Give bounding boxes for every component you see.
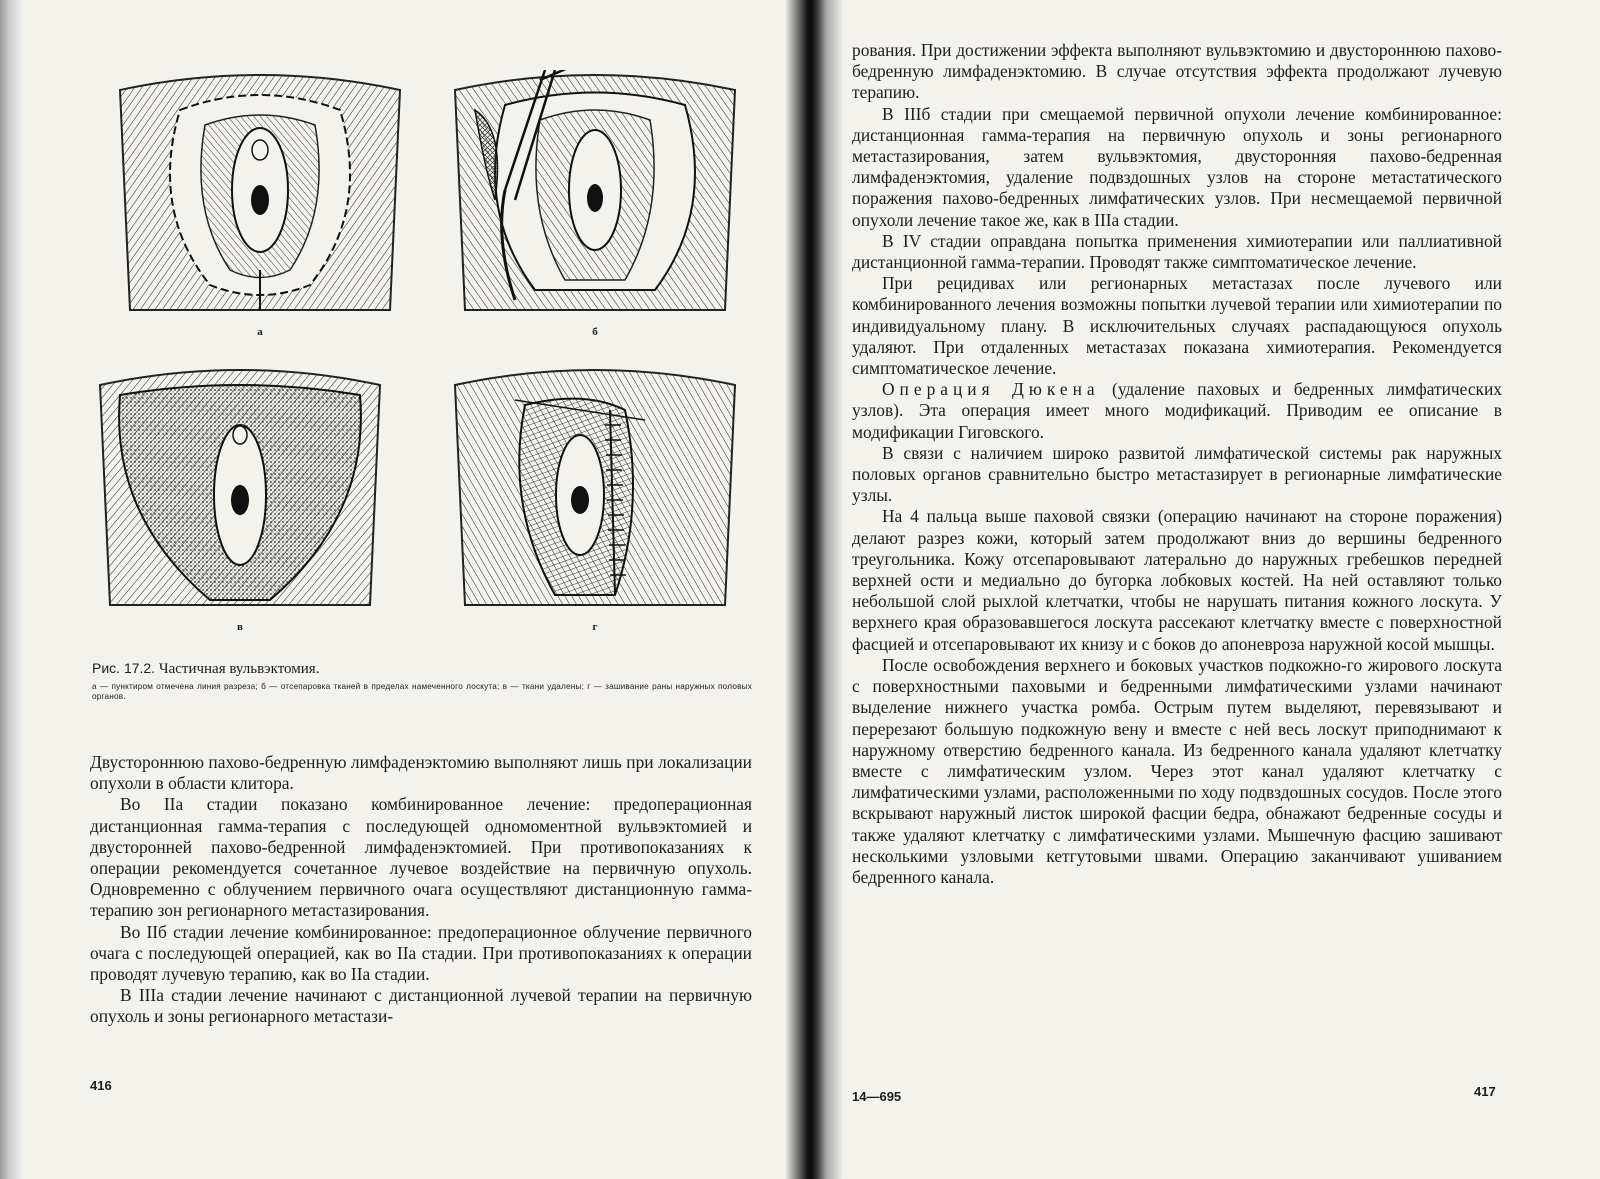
page-edge [0, 0, 22, 1179]
left-page [22, 0, 786, 1179]
page-number: 416 [90, 1078, 112, 1093]
left-body-text [90, 752, 752, 1028]
figure-caption-label: Рис. 17.2. [92, 660, 156, 676]
figure-panel-b [445, 70, 745, 340]
panel-letter: а [257, 326, 263, 338]
paragraph: В связи с наличием широко развитой лимфатической системы рак наружных половых органов сравнительно быстро метастазирует в регионарные лимфатические узлы. [852, 442, 1502, 506]
surgical-illustration-incision-outline-icon [110, 70, 410, 320]
panel-letter: в [237, 621, 243, 633]
surgical-illustration-tissue-removed-icon [90, 365, 390, 615]
book-gutter [786, 0, 842, 1179]
surgical-illustration-tissue-dissection-icon [445, 70, 745, 320]
paragraph: После освобождения верхнего и боковых участков подкожно-го жирового лоскута с поверхностными паховыми и бедренными лимфатическими узлами начинают выделение нижнего участка ромба. Острым путем выделяют, перевязывают и перерезают большую подкожную вену и вместе с ней весь лоскут приподнимают к наружному отверстию бедренного канала. Из бедренного канала удаляют клетчатку вместе с лимфатическим узлом. Через этот канал удаляют клетчатку с лимфатическими узлами, расположенными по ходу подвздошных сосудов. После этого вскрывают наружный листок широкой фасции бедра, обнажают бедренные сосуды и также удаляют клетчатку с лимфатическими узлами. Мышечную фасцию зашивают несколькими узловыми кетгутовыми швами. Операцию заканчивают ушиванием бедренного канала. [852, 654, 1502, 887]
right-body-text [852, 40, 1502, 888]
paragraph: В IIIа стадии лечение начинают с дистанционной лучевой терапии на первичную опухоль и зоны регионарного метастази- [90, 985, 752, 1027]
right-page [842, 0, 1600, 1179]
figure-caption-text: Частичная вульвэктомия. [158, 661, 320, 677]
figure-17-2 [90, 70, 750, 655]
surgical-illustration-wound-suturing-icon [445, 365, 745, 615]
paragraph: При рецидивах или регионарных метастазах после лучевого или комбинированного лечения возможны попытки лучевой терапии или химиотерапии по индивидуальному плану. В исключительных случаях распадающуюся опухоль удаляют. При отдаленных метастазах показана химиотерапия. Рекомендуется симптоматическое лечение. [852, 273, 1502, 379]
paragraph: Во IIа стадии показано комбинированное лечение: предоперационная дистанционная гамма-терапия с последующей одномоментной вульвэктомией и двусторонней пахово-бедренной лимфаденэктомией. При противопоказаниях к операции рекомендуется сочетанное лучевое воздействие на первичную опухоль. Одновременно с облучением первичного очага осуществляют дистанционную гамма-терапию зон регионарного метастазирования. [90, 794, 752, 921]
paragraph: рования. При достижении эффекта выполняют вульвэктомию и двустороннюю пахово-бедренную лимфаденэктомию. В случае отсутствия эффекта продолжают лучевую терапию. [852, 40, 1502, 103]
figure-panel-a [110, 70, 410, 340]
signature-mark: 14—695 [852, 1089, 902, 1104]
panel-letter: г [592, 621, 598, 633]
panel-letter: б [592, 326, 598, 338]
paragraph-operation-heading [852, 379, 1502, 443]
figure-caption-legend: а — пунктиром отмечена линия разреза; б — отсепаровка тканей в пределах намеченного лоскута; в — ткани удалены; г — зашивание раны наружных половых органов. [92, 682, 752, 701]
page-number: 417 [1474, 1084, 1496, 1099]
operation-description: (удаление паховых и бедренных лимфатических узлов). Эта операция имеет много модификаций. Приводим ее описание в модификации Гиговского. [852, 379, 1502, 442]
paragraph: На 4 пальца выше паховой связки (операцию начинают на стороне поражения) делают разрез кожи, который затем продолжают вниз до вершины бедренного треугольника. Кожу отсепаровывают латерально до наружных гребешков передней верхней ости и медиально до бугорка лобковых костей. На ней оставляют только небольшой слой рыхлой клетчатки, чтобы не нарушать питания кожного лоскута. У верхнего края образовавшегося лоскута рассекают клетчатку вместе с поверхностной фасцией и отсепаровывают их книзу и с боков до апоневроза наружной косой мышцы. [852, 506, 1502, 654]
paragraph: В IIIб стадии при смещаемой первичной опухоли лечение комбинированное: дистанционная гамма-терапия на первичную опухоль и зоны регионарного метастазирования, затем вульвэктомия, двусторонняя пахово-бедренная лимфаденэктомия, удаление подвздошных узлов на стороне метастатического поражения пахово-бедренных лимфатических узлов. При несмещаемой первичной опухоли лечение такое же, как в IIIа стадии. [852, 103, 1502, 230]
figure-caption-title [92, 660, 752, 678]
figure-panel-d [445, 365, 745, 635]
figure-panel-c [90, 365, 390, 635]
paragraph: В IV стадии оправдана попытка применения химиотерапии или паллиативной дистанционной гамма-терапии. Проводят также симптоматическое лечение. [852, 230, 1502, 273]
paragraph: Во IIб стадии лечение комбинированное: предоперационное облучение первичного очага с последующей операцией, как во IIа стадии. При противопоказаниях к операции проводят лучевую терапию, как во IIа стадии. [90, 921, 752, 985]
operation-name: Операция Дюкена [882, 379, 1100, 400]
paragraph: Двустороннюю пахово-бедренную лимфаденэктомию выполняют лишь при локализации опухоли в области клитора. [90, 752, 752, 794]
